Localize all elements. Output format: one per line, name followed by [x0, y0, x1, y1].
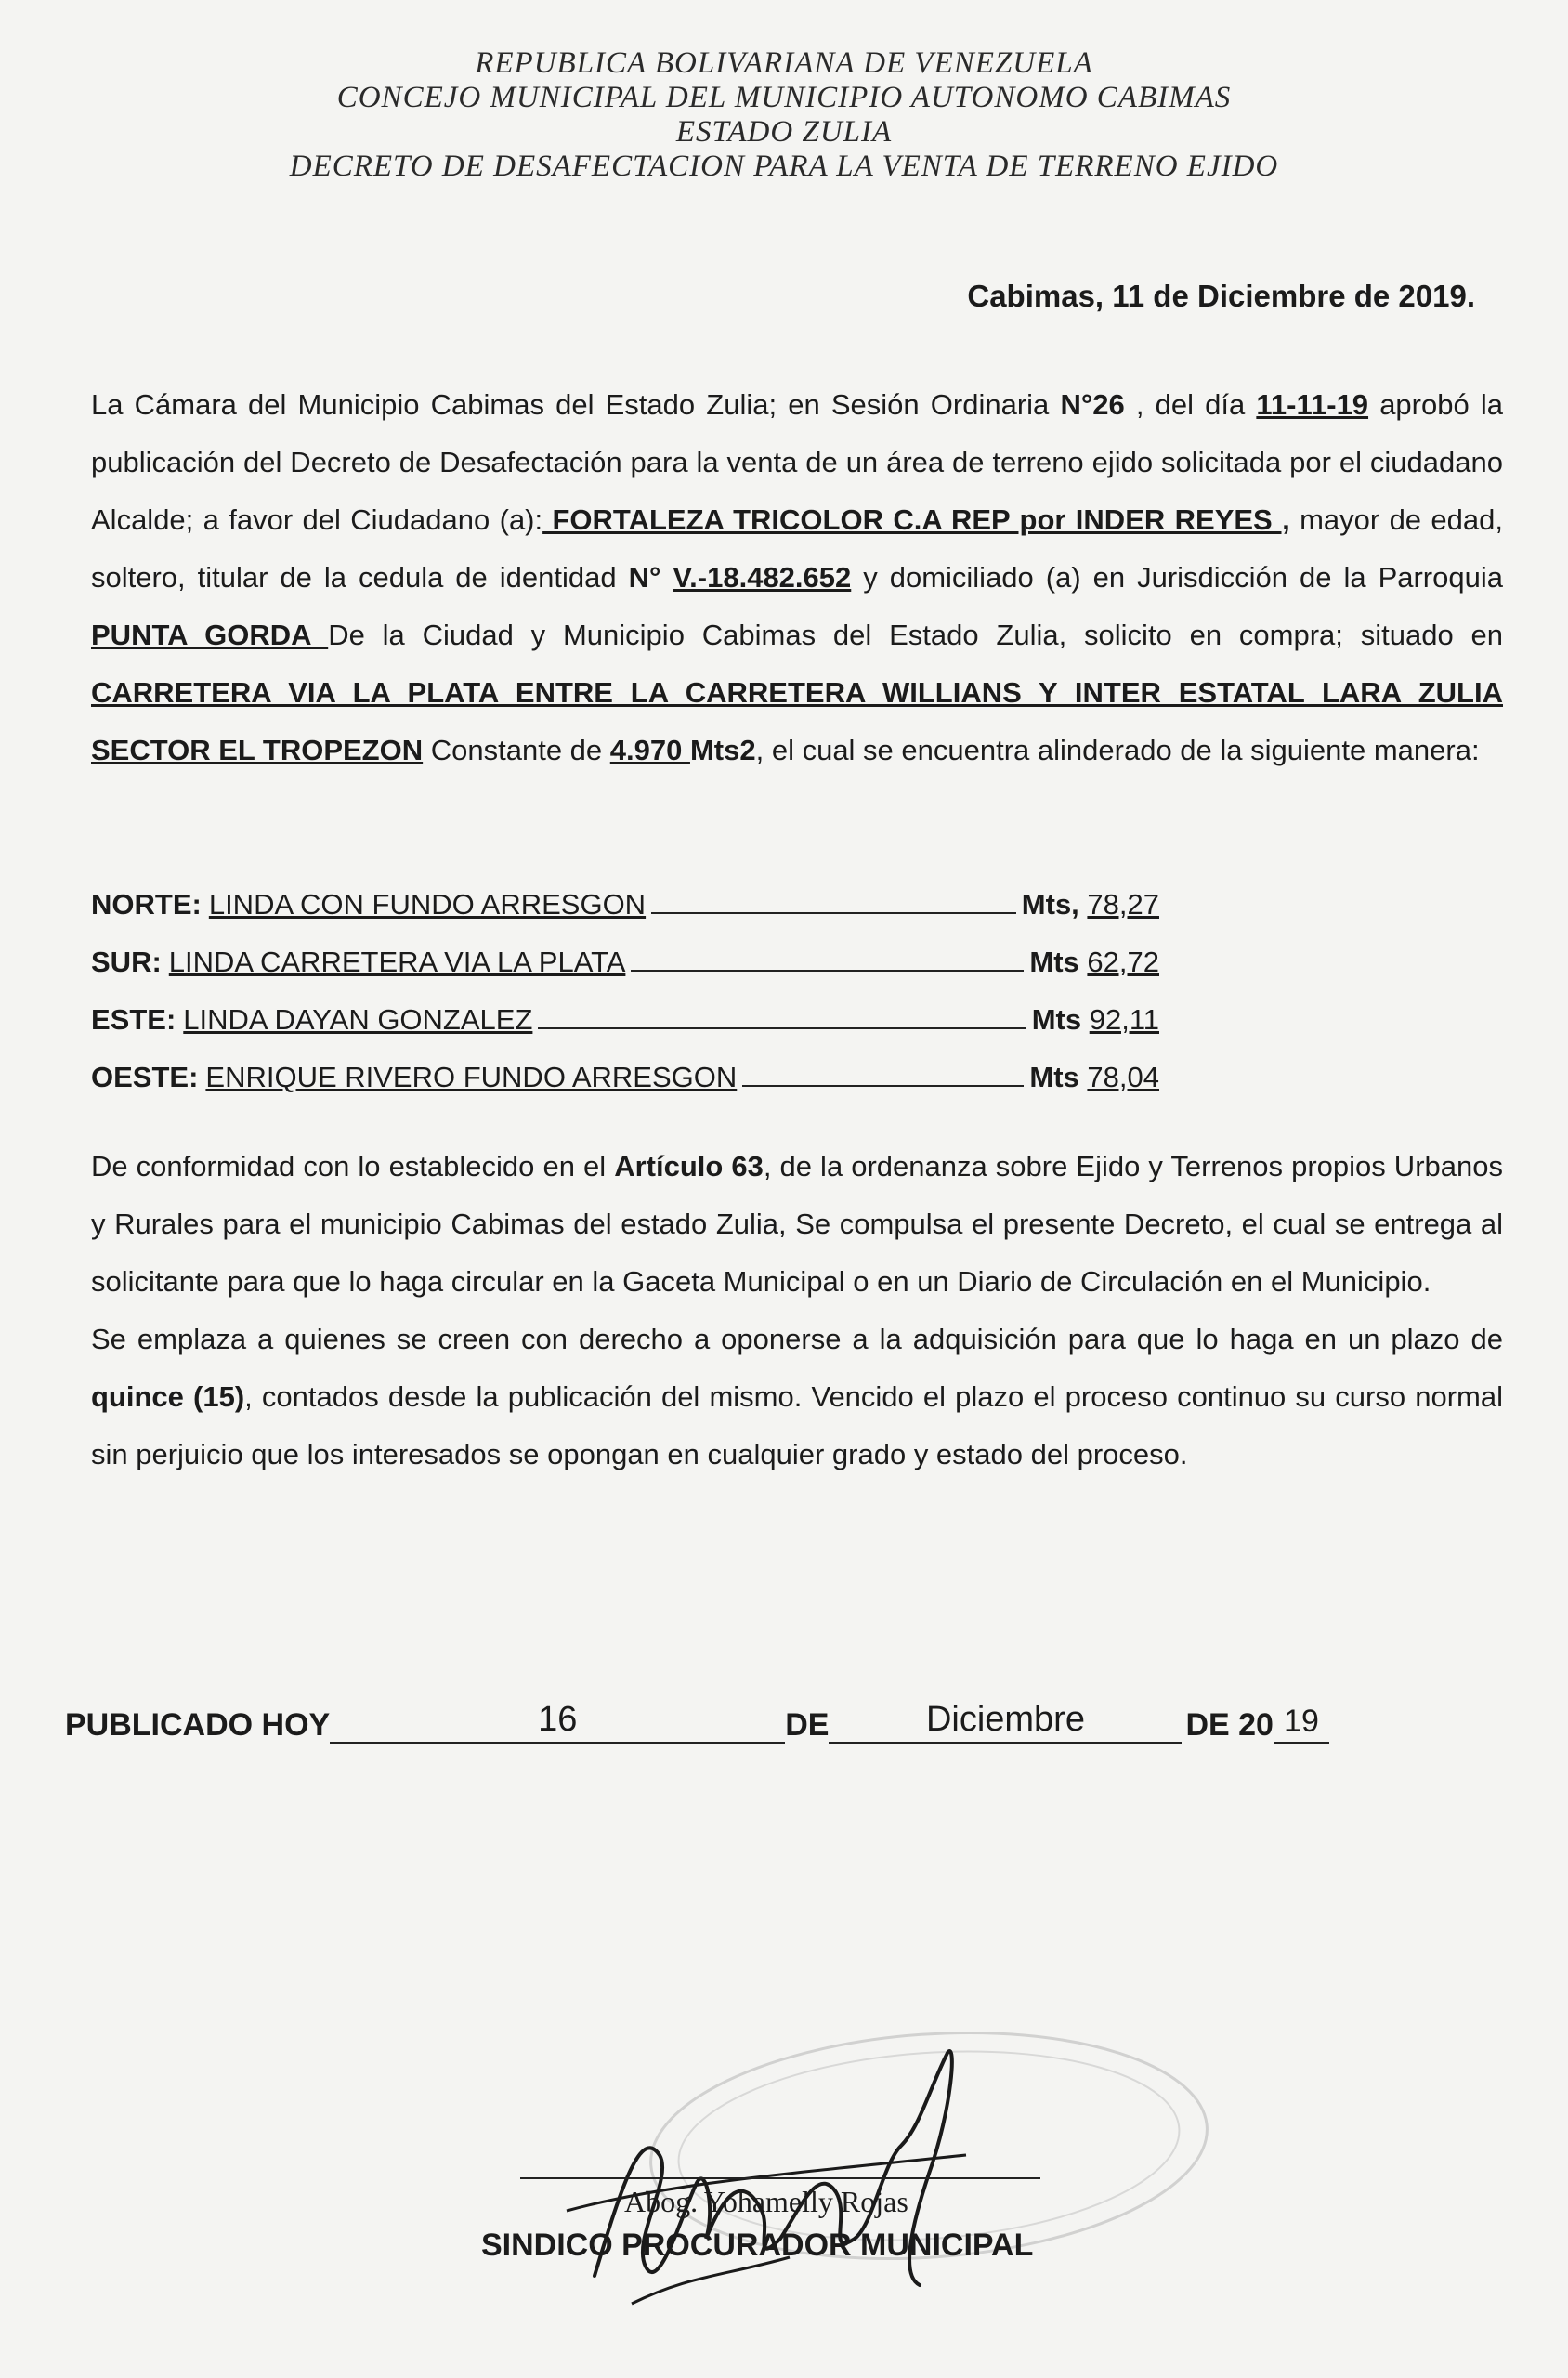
fill-line	[631, 970, 1024, 972]
intro-text-7: Constante de	[423, 734, 610, 766]
decree-date: Cabimas, 11 de Diciembre de 2019.	[967, 279, 1475, 313]
boundaries-list	[91, 864, 1159, 1094]
boundary-east	[91, 979, 1159, 1037]
boundary-label: OESTE:	[91, 1061, 199, 1093]
conformity-paragraph	[91, 1138, 1503, 1483]
parish-name: PUNTA GORDA	[91, 619, 329, 651]
intro-text-3: aprobó la publicación del Decreto de Desafectación para la venta de un área de terreno ejido solicitada por el ciudadano Alcalde; a favor del Ciudadano (a):	[91, 388, 1503, 536]
area-unit: Mts2	[689, 734, 756, 766]
publication-year-suffix: 19	[1274, 1704, 1329, 1744]
signatory-name: Abog. Yohamelly Rojas	[624, 2185, 908, 2218]
boundary-measure: 62,72	[1087, 946, 1159, 978]
fill-line	[651, 912, 1016, 914]
intro-paragraph	[91, 376, 1503, 779]
header-council: CONCEJO MUNICIPAL DEL MUNICIPIO AUTONOMO CABIMAS	[336, 81, 1232, 114]
intro-text-6: De la Ciudad y Municipio Cabimas del Estado Zulia, solicito en compra; situado en	[328, 619, 1503, 651]
boundary-value: LINDA DAYAN GONZALEZ	[183, 1003, 533, 1036]
summons-text-1: Se emplaza a quienes se creen con derecho a oponerse a la adquisición para que lo haga en un plazo de	[91, 1323, 1503, 1355]
boundary-measure: 78,27	[1087, 888, 1159, 921]
fill-line	[538, 1027, 1026, 1029]
publication-year-prefix: DE 20	[1185, 1707, 1274, 1743]
boundary-label: SUR:	[91, 946, 162, 978]
intro-text-2: , del día	[1124, 388, 1257, 421]
publication-day: 16	[330, 1700, 785, 1744]
summons-term: quince (15)	[91, 1380, 245, 1413]
boundary-value: LINDA CON FUNDO ARRESGON	[208, 888, 647, 921]
boundary-north	[91, 864, 1159, 921]
handwritten-signature	[483, 1997, 1133, 2350]
conformity-text-1: De conformidad con lo establecido en el	[91, 1150, 615, 1182]
boundary-unit: Mts,	[1021, 888, 1079, 921]
boundary-unit: Mts	[1029, 946, 1079, 978]
boundary-label: NORTE:	[91, 888, 202, 921]
beneficiary-name: FORTALEZA TRICOLOR C.A REP por INDER REYES ,	[542, 503, 1290, 536]
intro-text-8: , el cual se encuentra alinderado de la siguiente manera:	[755, 734, 1480, 766]
article-reference: Artículo 63	[614, 1150, 764, 1182]
boundary-measure: 92,11	[1089, 1003, 1159, 1036]
header-decree-title: DECRETO DE DESAFECTACION PARA LA VENTA DE TERRENO EJIDO	[289, 150, 1279, 183]
intro-text-4: mayor de edad, soltero, titular de la cedula de identidad	[91, 503, 1503, 594]
boundary-unit: Mts	[1029, 1061, 1079, 1093]
intro-text-5: y domiciliado (a) en Jurisdicción de la Parroquia	[851, 561, 1503, 594]
publication-de: DE	[785, 1707, 830, 1743]
id-label: N°	[628, 561, 661, 594]
publication-label: PUBLICADO HOY	[65, 1707, 331, 1743]
boundary-label: ESTE:	[91, 1003, 176, 1036]
boundary-south	[91, 921, 1159, 979]
session-number: N°26	[1060, 388, 1125, 421]
header-republic: REPUBLICA BOLIVARIANA DE VENEZUELA	[475, 46, 1093, 80]
boundary-value: ENRIQUE RIVERO FUNDO ARRESGON	[205, 1061, 738, 1093]
intro-text-1: La Cámara del Municipio Cabimas del Estado Zulia; en Sesión Ordinaria	[91, 388, 1061, 421]
session-date: 11-11-19	[1256, 388, 1369, 421]
boundary-value: LINDA CARRETERA VIA LA PLATA	[168, 946, 626, 978]
publication-line	[65, 1700, 1384, 1744]
area-value: 4.970	[609, 734, 690, 766]
header-state: ESTADO ZULIA	[675, 115, 893, 149]
summons-text-2: , contados desde la publicación del mismo. Vencido el plazo el proceso continuo su curso normal sin perjuicio que los interesados se opongan en cualquier grado y estado del proceso.	[91, 1380, 1503, 1470]
boundary-unit: Mts	[1031, 1003, 1082, 1036]
signatory-title: SINDICO PROCURADOR MUNICIPAL	[481, 2228, 1034, 2263]
boundary-measure: 78,04	[1087, 1061, 1159, 1093]
id-number: V.-18.482.652	[673, 561, 852, 594]
publication-month: Diciembre	[829, 1700, 1182, 1744]
document-header	[0, 46, 1568, 184]
property-location: CARRETERA VIA LA PLATA ENTRE LA CARRETERA WILLIANS Y INTER ESTATAL LARA ZULIA SECTOR EL TROPEZON	[91, 676, 1503, 766]
signature-line	[520, 2177, 1040, 2179]
fill-line	[742, 1085, 1024, 1087]
boundary-west	[91, 1037, 1159, 1094]
conformity-text-2: , de la ordenanza sobre Ejido y Terrenos propios Urbanos y Rurales para el municipio Cabimas del estado Zulia, Se compulsa el presente Decreto, el cual se entrega al solicitante para que lo haga circular en la Gaceta Municipal o en un Diario de Circulación en el Municipio.	[91, 1150, 1503, 1298]
